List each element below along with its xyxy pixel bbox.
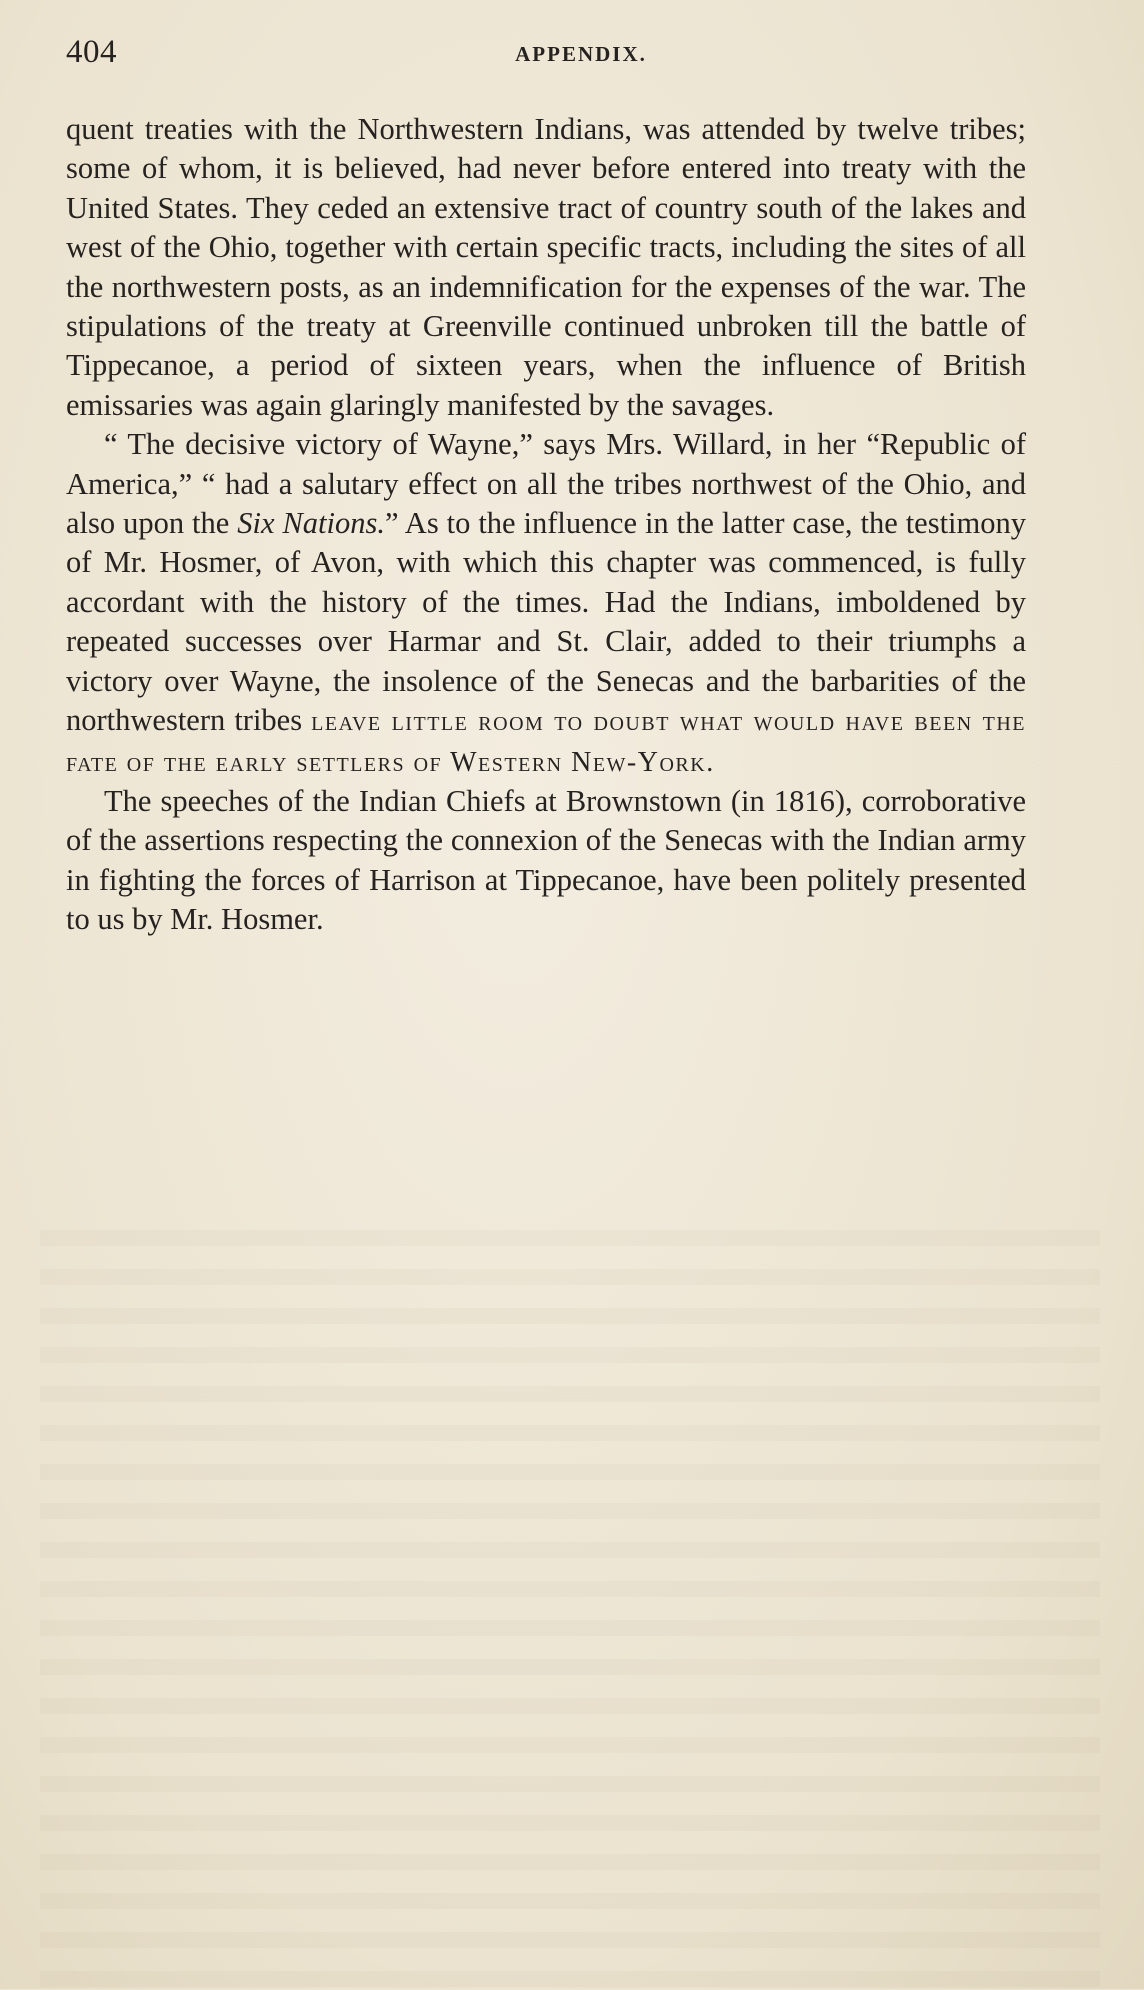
paragraph-3: The speeches of the Indian Chiefs at Brownstown (in 1816), corroborative of the assertions respecting the connexion of the Senecas with the Indian army in fighting the forces of Harrison at Tippecanoe, have been politely presented to us by Mr. Hosmer. <box>66 783 1026 937</box>
running-head: APPENDIX. <box>515 42 647 66</box>
paragraph-2 <box>66 425 1026 782</box>
page-header <box>66 30 1026 74</box>
page-number: 404 <box>66 34 117 70</box>
paragraph-2-italic: Six Nations. <box>237 506 385 541</box>
paragraph-2-part-c: ” As to the influence in the latter case, the testimony of Mr. Hosmer, of Avon, with which this chapter was commenced, is fully accordant with the history of the times. Had the Indians, imboldened by repeated successes over Harmar and St. Clair, added to their triumphs a victory over Wayne, the insolence of the Senecas and the barbarities of the northwestern tribes <box>66 506 1026 738</box>
body-text <box>66 110 1026 940</box>
paragraph-2-part-a: “ The decisive victory of Wayne,” says Mrs. Willard, in her “Republic of America,” “ had a salutary effect on all the tribes northwest of the Ohio, and also upon the <box>66 427 1026 541</box>
paragraph-2-small-caps: leave little room to doubt what would have been the fate of the early settlers of Western New-York. <box>66 706 1026 778</box>
paragraph-1: quent treaties with the Northwestern Indians, was attended by twelve tribes; some of whom, it is believed, had never before entered into treaty with the United States. They ceded an extensive tract of country south of the lakes and west of the Ohio, together with certain specific tracts, including the sites of all the northwestern posts, as an indemnification for the expenses of the war. The stipulations of the treaty at Greenville continued unbroken till the battle of Tippecanoe, a period of sixteen years, when the influence of British emissaries was again glaringly manifested by the savages. <box>66 112 1026 422</box>
show-through-texture <box>40 1230 1100 1990</box>
